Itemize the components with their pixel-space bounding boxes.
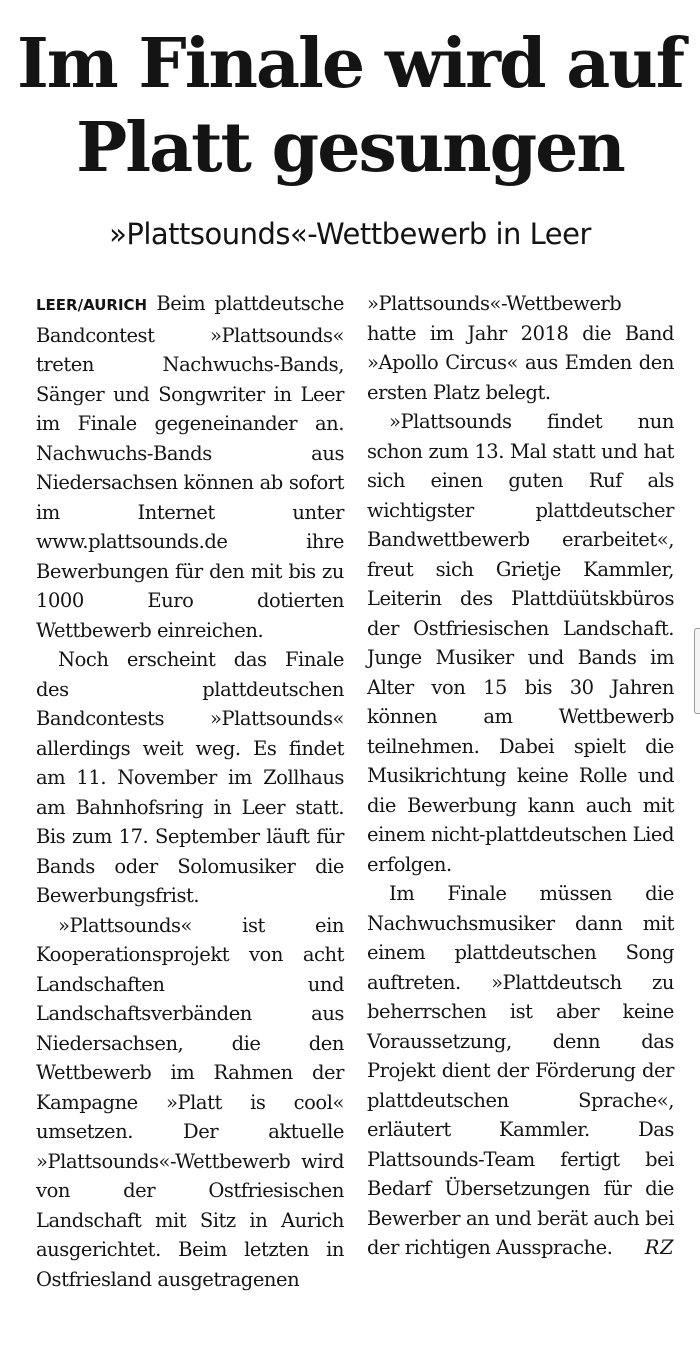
headline [0, 22, 700, 190]
headline-line-2: Platt gesungen [76, 108, 624, 188]
dateline: LEER/AURICH [36, 296, 148, 314]
paragraph-1-text: Beim plattdeutsche Bandcontest »Plattsounds« treten Nachwuchs-Bands, Sänger und Songwriter in Leer im Finale gegeneinander an. Nachwuchs-Bands aus Niedersachsen können ab sofort im Internet unter www.plattsounds.de ihre Bewerbungen für den mit bis zu 1000 Euro dotierten Wettbewerb einreichen. [36, 292, 344, 642]
article-paragraph-1 [36, 289, 344, 645]
author-initials: RZ [644, 1236, 674, 1259]
article-paragraph-3 [36, 911, 344, 1295]
article-paragraph-2: Noch erscheint das Finale des plattdeutschen Bandcontests »Plattsounds« allerdings weit weg. Es findet am 11. November im Zollhaus am Bahnhofsring in Leer statt. Bis zum 17. September läuft für Bands oder Solomusiker die Bewerbungsfrist. [36, 648, 344, 907]
subheadline: »Plattsounds«-Wettbewerb in Leer [109, 217, 591, 251]
article-paragraph-5 [367, 879, 674, 1263]
page-edge-tab [694, 628, 700, 714]
paragraph-5-text: Im Finale müssen die Nachwuchsmusiker dann mit einem plattdeutschen Song auftreten. »Plattdeutsch zu beherrschen ist aber keine Voraussetzung, denn das Projekt dient der Förderung der plattdeutschen Sprache«, erläutert Kammler. Das Plattsounds-Team fertigt bei Bedarf Übersetzungen für die Bewerber an und berät auch bei der richtigen Aussprache. [367, 882, 674, 1259]
paragraph-3-text: »Plattsounds« ist ein Kooperationsprojekt von acht Landschaften und Landschaftsverbänden aus Niedersachsen, die den Wettbewerb im Rahmen der Kampagne »Platt is cool« umsetzen. Der aktuelle »Plattsounds«-Wettbewerb wird von der Ostfriesischen Landschaft mit Sitz in Aurich ausgerichtet. Beim letzten in Ostfriesland ausgetragenen [36, 913, 344, 1291]
article-paragraph-3-continued: »Plattsounds«-Wettbewerb hatte im Jahr 2018 die Band »Apollo Circus« aus Emden den ersten Platz belegt. [367, 292, 674, 404]
headline-line-1: Im Finale wird auf [17, 24, 683, 104]
article-column-left [36, 289, 344, 1294]
article-column-right [367, 289, 674, 1263]
article-paragraph-4: »Plattsounds findet nun schon zum 13. Mal statt und hat sich einen guten Ruf als wichtigster plattdeutscher Bandwettbewerb erarbeitet«, freut sich Grietje Kammler, Leiterin des Plattdüütskbüros der Ostfriesischen Landschaft. Junge Musiker und Bands im Alter von 15 bis 30 Jahren können am Wettbewerb teilnehmen. Dabei spielt die Musikrichtung keine Rolle und die Bewerbung kann auch mit einem nicht-plattdeutschen Lied erfolgen. [367, 410, 674, 876]
